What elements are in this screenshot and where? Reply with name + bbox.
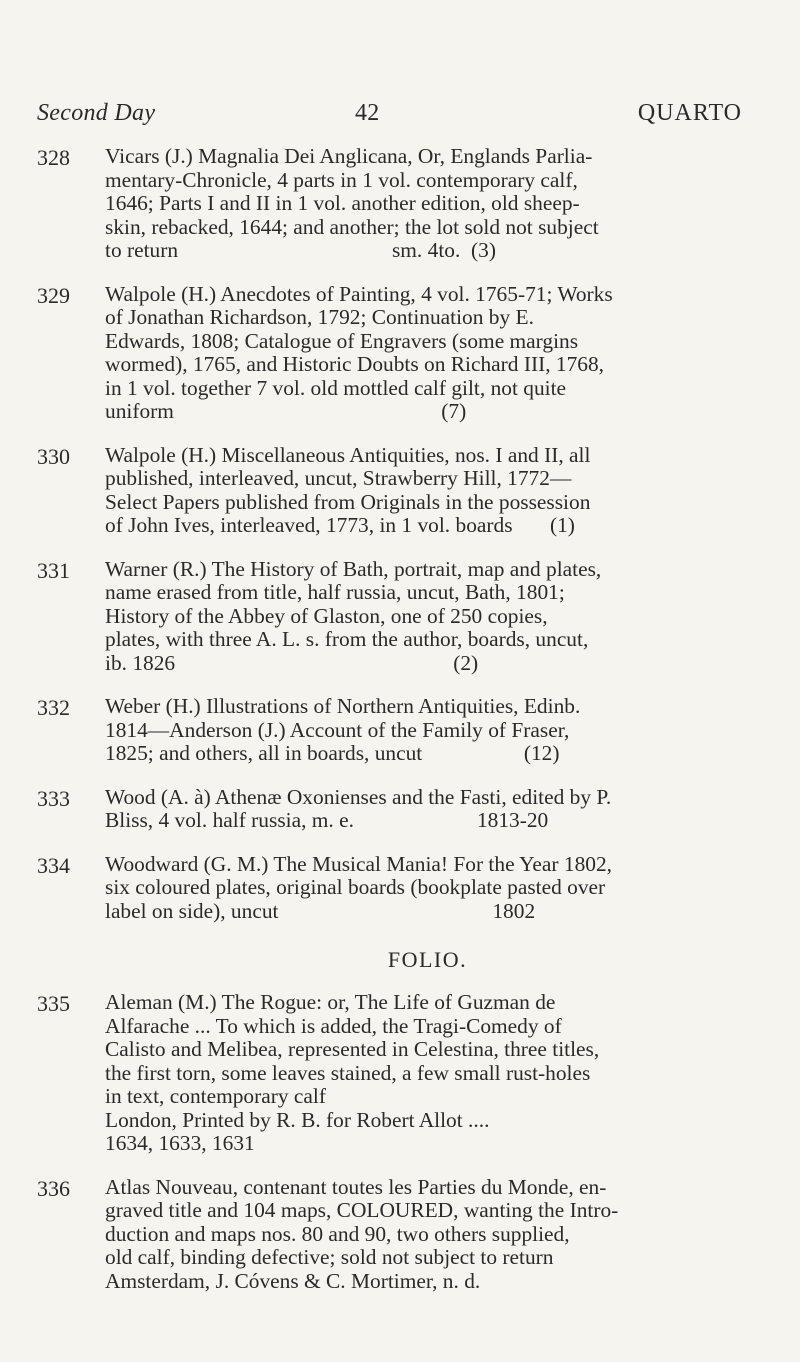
lot-entry: [37, 853, 760, 924]
description-line: Walpole (H.) Anecdotes of Painting, 4 vol. 1765-71; Works: [105, 282, 613, 306]
header-format: QUARTO: [637, 100, 742, 126]
description-line: 1646; Parts I and II in 1 vol. another edition, old sheep-: [105, 192, 580, 215]
lot-number: 331: [37, 557, 70, 583]
description-line: label on side), uncut 1802: [105, 899, 536, 923]
description-line: Weber (H.) Illustrations of Northern Antiquities, Edinb.: [105, 695, 581, 718]
description-line: Wood (A. à) Athenæ Oxonienses and the Fasti, edited by P.: [105, 785, 612, 809]
lot-list: [37, 145, 760, 1313]
description-line: plates, with three A. L. s. from the author, boards, uncut,: [105, 628, 589, 651]
lot-entry: [37, 991, 760, 1156]
lot-number: 328: [37, 145, 70, 170]
description-line: Amsterdam, J. Cóvens & C. Mortimer, n. d.: [105, 1269, 481, 1293]
description-line: Vicars (J.) Magnalia Dei Anglicana, Or, Englands Parlia-: [105, 145, 593, 168]
page-number: 42: [355, 100, 380, 126]
description-line: 1634, 1633, 1631: [105, 1132, 255, 1155]
description-line: Walpole (H.) Miscellaneous Antiquities, nos. I and II, all: [105, 443, 591, 467]
description-line: duction and maps nos. 80 and 90, two others supplied,: [105, 1222, 570, 1246]
description-line: uniform (7): [105, 400, 467, 423]
description-line: published, interleaved, uncut, Strawberry Hill, 1772—: [105, 467, 572, 490]
lot-description: [105, 283, 760, 424]
description-line: Alfarache ... To which is added, the Tragi-Comedy of: [105, 1014, 562, 1038]
description-line: ib. 1826 (2): [105, 651, 479, 675]
lot-number: 336: [37, 1175, 70, 1201]
lot-number: 333: [37, 785, 70, 811]
description-line: London, Printed by R. B. for Robert Allot ....: [105, 1108, 490, 1132]
description-line: six coloured plates, original boards (bookplate pasted over: [105, 876, 606, 899]
lot-description: [105, 853, 760, 924]
description-line: in text, contemporary calf: [105, 1085, 326, 1108]
lot-description: [105, 444, 760, 538]
section-heading: FOLIO.: [387, 947, 468, 972]
lot-description: [105, 1176, 760, 1294]
lot-description: [105, 695, 760, 766]
lot-entry: [37, 1176, 760, 1294]
lot-entry: [37, 283, 760, 424]
description-line: skin, rebacked, 1644; and another; the lot sold not subject: [105, 215, 599, 239]
lot-number: 334: [37, 852, 70, 878]
description-line: wormed), 1765, and Historic Doubts on Richard III, 1768,: [105, 353, 605, 376]
lot-description: [105, 786, 760, 833]
lot-description: [105, 558, 760, 676]
description-line: 1825; and others, all in boards, uncut (12): [105, 742, 560, 765]
header-day: Second Day: [37, 100, 156, 126]
description-line: of John Ives, interleaved, 1773, in 1 vol. boards (1): [105, 514, 575, 537]
lot-description: [105, 145, 760, 263]
description-line: the first torn, some leaves stained, a few small rust-holes: [105, 1061, 591, 1085]
lot-number: 332: [37, 695, 70, 720]
lot-entry: [37, 695, 760, 766]
lot-entry: [37, 145, 760, 263]
description-line: Bliss, 4 vol. half russia, m. e. 1813-20: [105, 809, 549, 832]
description-line: Aleman (M.) The Rogue: or, The Life of Guzman de: [105, 991, 556, 1014]
description-line: old calf, binding defective; sold not subject to return: [105, 1246, 554, 1269]
description-line: 1814—Anderson (J.) Account of the Family of Fraser,: [105, 718, 570, 742]
description-line: of Jonathan Richardson, 1792; Continuation by E.: [105, 306, 534, 329]
lot-number: 335: [37, 991, 70, 1016]
description-line: History of the Abbey of Glaston, one of 250 copies,: [105, 604, 548, 628]
description-line: Calisto and Melibea, represented in Celestina, three titles,: [105, 1038, 600, 1061]
description-line: Warner (R.) The History of Bath, portrait, map and plates,: [105, 557, 602, 581]
description-line: name erased from title, half russia, uncut, Bath, 1801;: [105, 581, 565, 604]
description-line: in 1 vol. together 7 vol. old mottled calf gilt, not quite: [105, 376, 567, 400]
description-line: mentary-Chronicle, 4 parts in 1 vol. contemporary calf,: [105, 168, 578, 192]
description-line: Woodward (G. M.) The Musical Mania! For the Year 1802,: [105, 852, 613, 876]
description-line: Select Papers published from Originals in the possession: [105, 490, 591, 514]
lot-number: 330: [37, 443, 70, 469]
description-line: graved title and 104 maps, COLOURED, wanting the Intro-: [105, 1199, 619, 1222]
running-header: [37, 100, 742, 130]
lot-entry: [37, 558, 760, 676]
lot-description: [105, 991, 760, 1156]
description-line: to return sm. 4to. (3): [105, 239, 496, 262]
lot-entry: [37, 786, 760, 833]
description-line: Edwards, 1808; Catalogue of Engravers (some margins: [105, 329, 579, 353]
lot-number: 329: [37, 282, 70, 308]
lot-entry: [37, 444, 760, 538]
description-line: Atlas Nouveau, contenant toutes les Parties du Monde, en-: [105, 1175, 607, 1199]
